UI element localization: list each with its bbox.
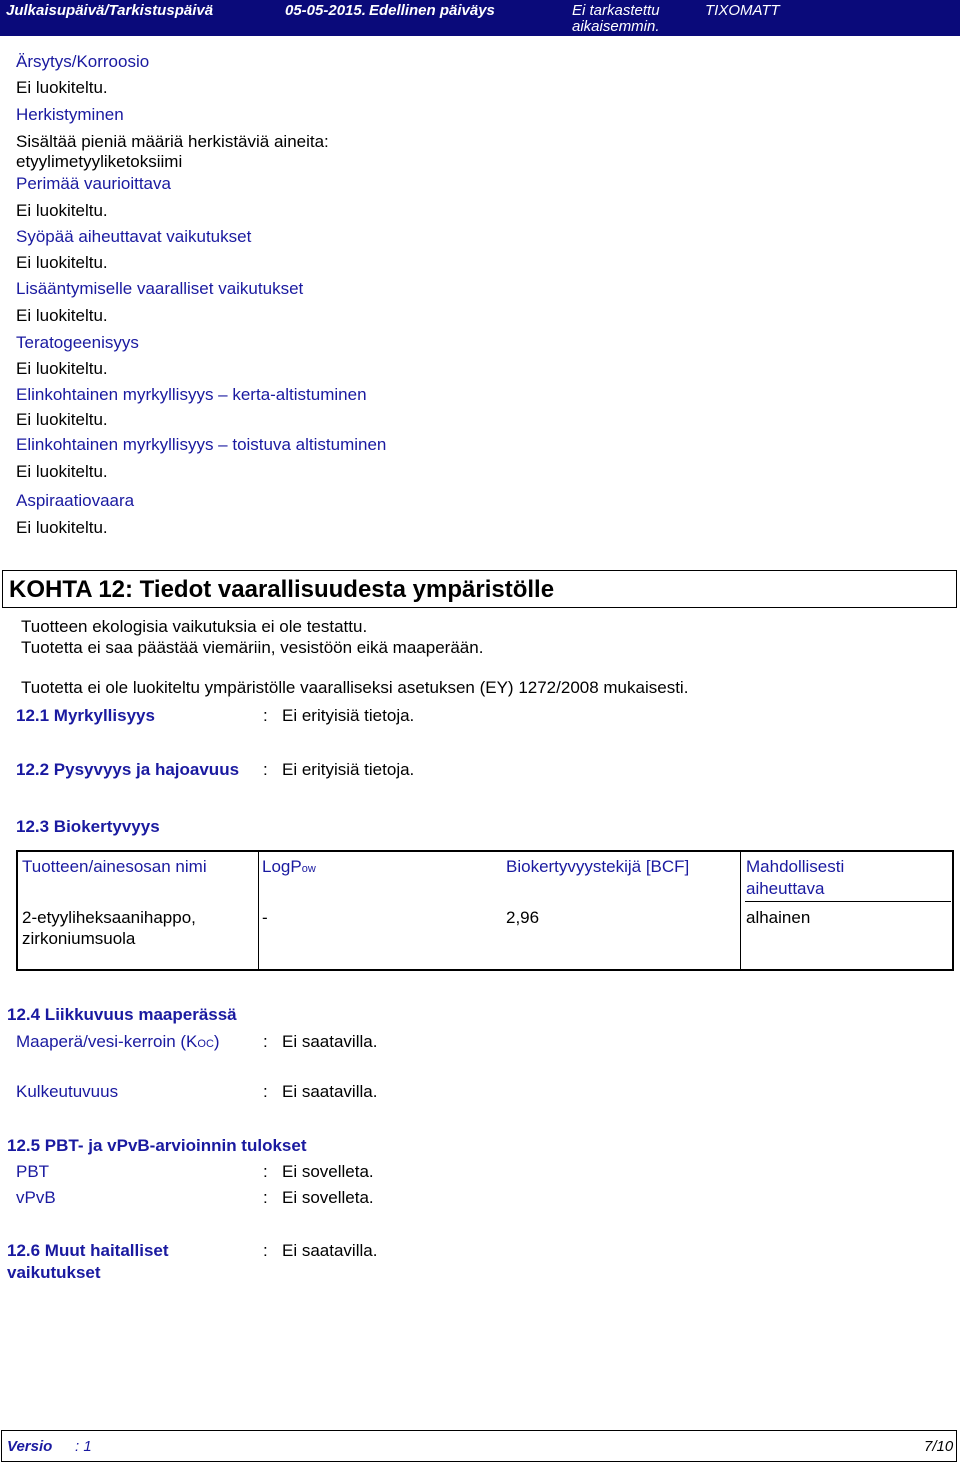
- hazard-value: Ei luokiteltu.: [16, 306, 108, 325]
- version-label: Versio: [7, 1438, 53, 1455]
- table-cell-name: 2-etyyliheksaanihappo,: [22, 908, 196, 927]
- section-12-intro: Tuotteen ekologisia vaikutuksia ei ole testattu.: [21, 617, 368, 636]
- persistence-label: 12.2 Pysyvyys ja hajoavuus: [16, 760, 240, 779]
- other-effects-label-line2: vaikutukset: [7, 1263, 101, 1282]
- release-date-value: 05-05-2015.: [285, 2, 366, 19]
- hazard-heading: Elinkohtainen myrkyllisyys – kerta-altistuminen: [16, 385, 367, 404]
- page-number: 7/10: [924, 1438, 954, 1455]
- column-header-bcf: Biokertyvyystekijä [BCF]: [506, 857, 690, 876]
- table-cell-potential: alhainen: [746, 908, 811, 927]
- bioaccumulation-table: [16, 850, 954, 971]
- hazard-heading: Syöpää aiheuttavat vaikutukset: [16, 227, 252, 246]
- hazard-value: Ei luokiteltu.: [16, 253, 108, 272]
- column-header-potential-line2: aiheuttava: [746, 879, 825, 898]
- field-colon: :: [263, 760, 268, 779]
- hazard-heading: Herkistyminen: [16, 105, 124, 124]
- hazard-value: Sisältää pieniä määriä herkistäviä aineita:: [16, 132, 329, 151]
- version-value: : 1: [75, 1438, 92, 1455]
- vpvb-label: vPvB: [16, 1188, 56, 1207]
- document-header: [0, 0, 960, 36]
- toxicity-value: Ei erityisiä tietoja.: [282, 706, 415, 725]
- transport-label: Kulkeutuvuus: [16, 1082, 119, 1101]
- table-cell-bcf: 2,96: [506, 908, 540, 927]
- pbt-label: PBT: [16, 1162, 50, 1181]
- field-colon: :: [263, 1032, 268, 1051]
- hazard-heading: Ärsytys/Korroosio: [16, 52, 150, 71]
- hazard-heading: Aspiraatiovaara: [16, 491, 135, 510]
- hazard-value: Ei luokiteltu.: [16, 410, 108, 429]
- hazard-value: Ei luokiteltu.: [16, 359, 108, 378]
- koc-label: Maaperä/vesi-kerroin (KOC): [16, 1032, 220, 1051]
- hazard-value: Ei luokiteltu.: [16, 518, 108, 537]
- hazard-value: Ei luokiteltu.: [16, 201, 108, 220]
- document-footer: [1, 1430, 957, 1462]
- table-cell-name-line2: zirkoniumsuola: [22, 929, 136, 948]
- persistence-value: Ei erityisiä tietoja.: [282, 760, 415, 779]
- section-12-intro: Tuotetta ei saa päästää viemäriin, vesistöön eikä maaperään.: [21, 638, 484, 657]
- section-12-title-box: [2, 570, 957, 608]
- column-header-potential: Mahdollisesti: [746, 857, 845, 876]
- hazard-heading: Elinkohtainen myrkyllisyys – toistuva altistuminen: [16, 435, 387, 454]
- pbt-value: Ei sovelleta.: [282, 1162, 374, 1181]
- field-colon: :: [263, 1082, 268, 1101]
- previous-date-label: Edellinen päiväys: [369, 2, 495, 19]
- field-colon: :: [263, 1188, 268, 1207]
- column-header-logp: LogPow: [262, 857, 316, 876]
- section-12-title: KOHTA 12: Tiedot vaarallisuudesta ympäristölle: [9, 576, 555, 603]
- other-effects-value: Ei saatavilla.: [282, 1241, 378, 1260]
- pbt-section-label: 12.5 PBT- ja vPvB-arvioinnin tulokset: [7, 1136, 307, 1155]
- hazard-heading: Teratogeenisyys: [16, 333, 139, 352]
- release-date-label: Julkaisupäivä/Tarkistuspäivä: [6, 2, 214, 19]
- bioaccumulation-label: 12.3 Biokertyvyys: [16, 817, 160, 836]
- hazard-value: etyylimetyyliketoksiimi: [16, 152, 183, 171]
- koc-value: Ei saatavilla.: [282, 1032, 378, 1051]
- table-cell-logp: -: [262, 908, 268, 927]
- toxicity-label: 12.1 Myrkyllisyys: [16, 706, 155, 725]
- previous-date-value-line1: Ei tarkastettu: [572, 2, 660, 19]
- product-name: TIXOMATT: [705, 2, 780, 19]
- mobility-label: 12.4 Liikkuvuus maaperässä: [7, 1005, 237, 1024]
- field-colon: :: [263, 1162, 268, 1181]
- section-12-intro: Tuotetta ei ole luokiteltu ympäristölle vaaralliseksi asetuksen (EY) 1272/2008 mukaisesti.: [21, 678, 689, 697]
- other-effects-label: 12.6 Muut haitalliset: [7, 1241, 169, 1260]
- vpvb-value: Ei sovelleta.: [282, 1188, 374, 1207]
- hazard-heading: Lisääntymiselle vaaralliset vaikutukset: [16, 279, 304, 298]
- hazard-value: Ei luokiteltu.: [16, 78, 108, 97]
- transport-value: Ei saatavilla.: [282, 1082, 378, 1101]
- hazard-heading: Perimää vaurioittava: [16, 174, 171, 193]
- previous-date-value-line2: aikaisemmin.: [572, 18, 660, 35]
- field-colon: :: [263, 1241, 268, 1260]
- column-header-name: Tuotteen/ainesosan nimi: [22, 857, 207, 876]
- field-colon: :: [263, 706, 268, 725]
- hazard-value: Ei luokiteltu.: [16, 462, 108, 481]
